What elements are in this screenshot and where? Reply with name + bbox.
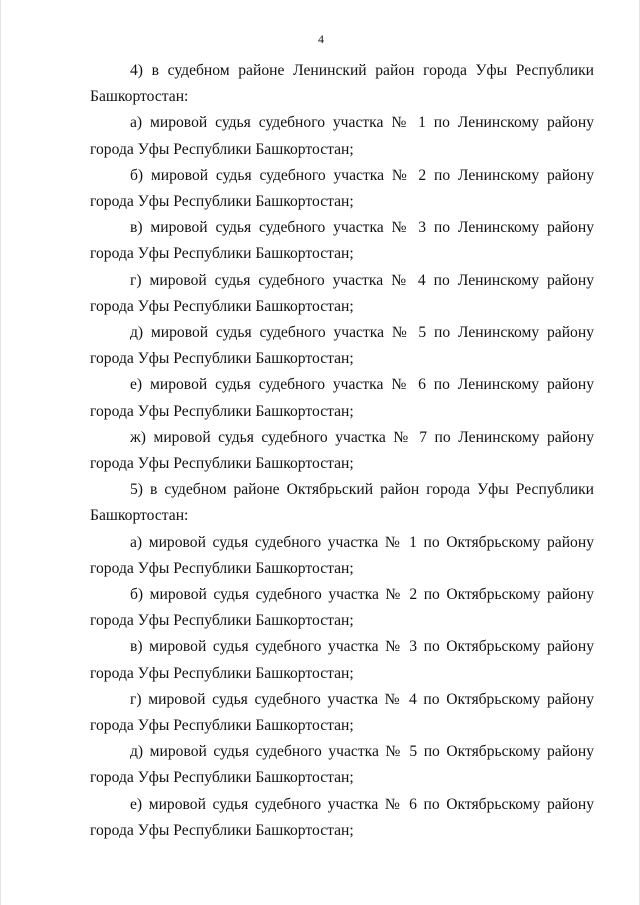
list-item: г) мировой судья судебного участка № 4 по Ленинскому району города Уфы Республики Башкортостан;	[90, 271, 594, 315]
list-item: г) мировой судья судебного участка № 4 по Октябрьскому району города Уфы Республики Башкортостан;	[90, 690, 594, 735]
list-item: б) мировой судья судебного участка № 2 по Ленинскому району города Уфы Республики Башкортостан;	[90, 166, 594, 211]
list-item: е) мировой судья судебного участка № 6 по Ленинскому району города Уфы Республики Башкортостан;	[90, 376, 594, 420]
list-item: в) мировой судья судебного участка № 3 по Октябрьскому району города Уфы Республики Башкортостан;	[90, 638, 594, 682]
list-item: е) мировой судья судебного участка № 6 по Октябрьскому району города Уфы Республики Башкортостан;	[90, 795, 594, 839]
list-item: д) мировой судья судебного участка № 5 по Октябрьскому району города Уфы Республики Башкортостан;	[90, 743, 594, 787]
list-item: в) мировой судья судебного участка № 3 по Ленинскому району города Уфы Республики Башкортостан;	[90, 219, 594, 263]
list-item: а) мировой судья судебного участка № 1 по Октябрьскому району города Уфы Республики Башкортостан;	[90, 533, 594, 577]
document-body	[90, 58, 594, 844]
list-item: д) мировой судья судебного участка № 5 по Ленинскому району города Уфы Республики Башкортостан;	[90, 324, 594, 368]
list-item: ж) мировой судья судебного участка № 7 по Ленинскому району города Уфы Республики Башкортостан;	[90, 428, 594, 473]
list-item: б) мировой судья судебного участка № 2 по Октябрьскому району города Уфы Республики Башкортостан;	[90, 586, 594, 630]
page-number: 4	[318, 32, 324, 46]
paragraph-district-oktyabrsky: 5) в судебном районе Октябрьский район города Уфы Республики Башкортостан:	[90, 481, 594, 525]
list-item: а) мировой судья судебного участка № 1 по Ленинскому району города Уфы Республики Башкортостан;	[90, 114, 594, 158]
paragraph-district-leninsky: 4) в судебном районе Ленинский район города Уфы Республики Башкортостан:	[90, 62, 594, 106]
